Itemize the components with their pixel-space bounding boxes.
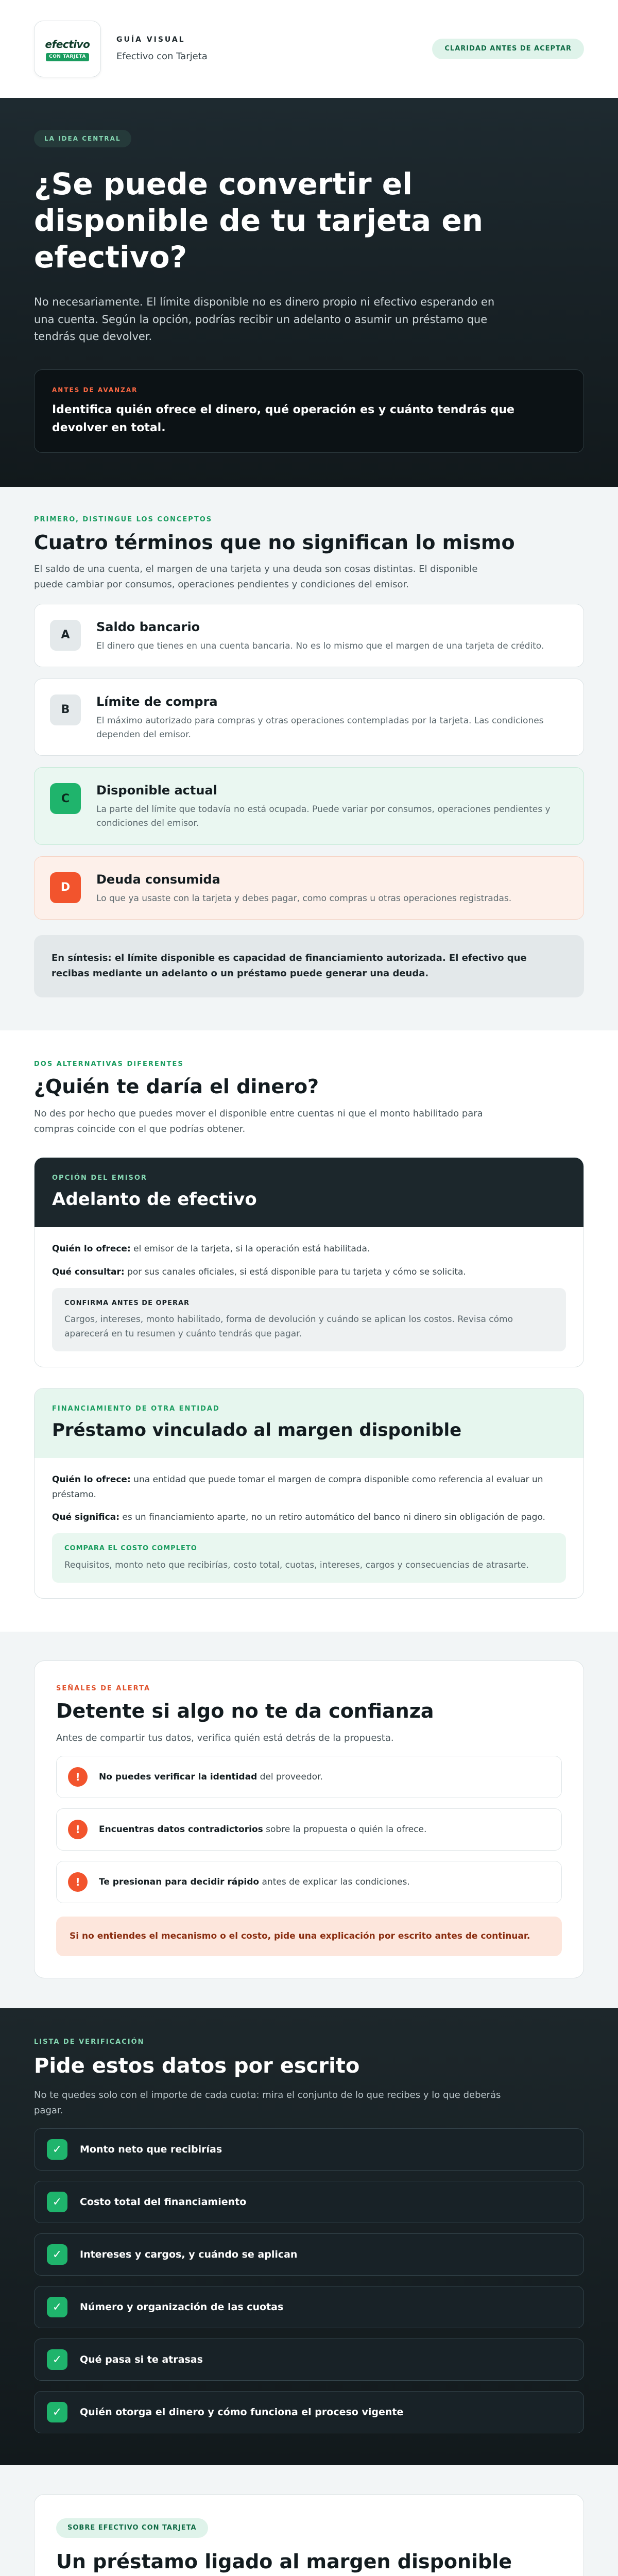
option-card-adelanto [34,1157,584,1367]
concepts-section [0,487,618,1030]
warnings-lead: Antes de compartir tus datos, verifica quién está detrás de la propuesta. [56,1732,394,1743]
concepts-kicker: PRIMERO, DISTINGUE LOS CONCEPTOS [34,516,213,524]
term-letter-badge: C [50,783,81,814]
option-card-header [35,1158,583,1227]
concepts-lead: El saldo de una cuenta, el margen de una tarjeta y una deuda son cosas distintas. El disponible puede cambiar por consumos, operaciones pendientes y condiciones del emisor. [34,564,478,590]
hero-callout-kicker: ANTES DE AVANZAR [52,386,138,394]
option-line-text: por sus canales oficiales, si está disponible para tu tarjeta y cómo se solicita. [124,1266,466,1277]
checkmark-icon: ✓ [47,2297,67,2317]
alternatives-section [0,1030,618,1632]
brand-kicker: GUÍA VISUAL [116,36,185,44]
checkmark-icon: ✓ [47,2139,67,2160]
hero-pill: LA IDEA CENTRAL [34,130,131,147]
warning-rest: sobre la propuesta o quién la ofrece. [263,1824,427,1835]
checklist-item-label: Número y organización de las cuotas [80,2301,284,2313]
hero-title: ¿Se puede convertir el disponible de tu tarjeta en efectivo? [34,166,484,275]
about-title: Un préstamo ligado al margen disponible [56,2550,512,2573]
option-card-body [35,1458,583,1598]
checklist-item-label: Quién otorga el dinero y cómo funciona el proceso vigente [80,2406,404,2418]
checkmark-icon: ✓ [47,2349,67,2370]
checklist-item-label: Intereses y cargos, y cuándo se aplican [80,2248,298,2260]
term-letter-badge: A [50,620,81,651]
term-title: Saldo bancario [96,619,200,634]
alert-icon: ! [68,1767,88,1787]
option-line-label: Quién lo ofrece: [52,1243,131,1254]
option-kicker: OPCIÓN DEL EMISOR [52,1174,147,1182]
checklist-item [34,2128,584,2171]
warnings-title: Detente si algo no te da confianza [56,1700,434,1723]
option-line-text: una entidad que puede tomar el margen de compra disponible como referencia al evaluar un préstamo. [52,1474,543,1500]
hero-lead: No necesariamente. El límite disponible no es dinero propio ni efectivo esperando en una cuenta. Según la opción, podrías recibir un adelanto o asumir un préstamo que tendrás que devolver. [34,296,495,343]
option-card-prestamo [34,1388,584,1599]
checklist-item-label: Monto neto que recibirías [80,2143,222,2155]
option-line-provider [52,1242,566,1257]
term-description: El máximo autorizado para compras y otras operaciones contempladas por la tarjeta. Las condiciones dependen del emisor. [96,715,544,740]
alert-icon: ! [68,1820,88,1839]
site-header [0,0,618,98]
warning-text [99,1771,323,1784]
concepts-summary: En síntesis: el límite disponible es capacidad de financiamiento autorizada. El efectivo que recibas mediante un adelanto o un préstamo puede generar una deuda. [34,935,584,997]
option-line-text: es un financiamiento aparte, no un retiro automático del banco ni dinero sin obligación de pago. [119,1512,545,1523]
checkmark-icon: ✓ [47,2244,67,2265]
checklist-kicker: LISTA DE VERIFICACIÓN [34,2038,145,2046]
warnings-note: Si no entiendes el mecanismo o el costo, pide una explicación por escrito antes de continuar. [56,1917,562,1956]
option-line-meaning [52,1510,566,1525]
warning-rest: antes de explicar las condiciones. [259,1876,410,1887]
brand-logo[interactable] [34,21,101,77]
checklist-title: Pide estos datos por escrito [34,2054,360,2078]
option-box-text: Requisitos, monto neto que recibirías, costo total, cuotas, intereses, cargos y consecuencias de atrasarte. [64,1560,529,1570]
about-section [0,2465,618,2576]
warning-item [56,1756,562,1798]
option-line-label: Qué significa: [52,1512,119,1523]
alternatives-kicker: DOS ALTERNATIVAS DIFERENTES [34,1060,184,1068]
warning-text [99,1876,410,1889]
term-card-deuda [34,856,584,920]
term-description: Lo que ya usaste con la tarjeta y debes pagar, como compras u otras operaciones registradas. [96,893,512,904]
option-card-header [35,1388,583,1458]
checklist-item [34,2338,584,2381]
term-card-saldo [34,604,584,667]
about-card [34,2494,584,2576]
warning-item [56,1861,562,1903]
option-line-consult [52,1265,566,1280]
alternatives-title: ¿Quién te daría el dinero? [34,1075,319,1098]
term-description: La parte del límite que todavía no está ocupada. Puede variar por consumos, operaciones pendientes y condiciones del emisor. [96,804,551,829]
option-title: Préstamo vinculado al margen disponible [52,1419,462,1440]
warning-bold: Te presionan para decidir rápido [99,1876,260,1887]
term-title: Límite de compra [96,694,218,709]
term-letter-badge: D [50,872,81,903]
checklist-item-label: Costo total del financiamiento [80,2196,247,2208]
warning-rest: del proveedor. [257,1771,323,1782]
brand-text [116,35,208,63]
brand[interactable] [34,21,208,77]
term-title: Disponible actual [96,783,217,798]
warning-text [99,1823,426,1837]
option-card-body [35,1227,583,1367]
option-compare-box [52,1533,566,1583]
logo-tagline: CON TARJETA [46,53,89,61]
option-box-kicker: COMPARA EL COSTO COMPLETO [64,1545,197,1553]
hero-callout [34,369,584,453]
checklist-item [34,2391,584,2433]
concepts-title: Cuatro términos que no significan lo mismo [34,531,515,554]
option-confirm-box [52,1288,566,1352]
hero-callout-text: Identifica quién ofrece el dinero, qué operación es y cuánto tendrás que devolver en total. [52,403,514,435]
term-description: El dinero que tienes en una cuenta bancaria. No es lo mismo que el margen de una tarjeta de crédito. [96,640,544,651]
checklist-item [34,2233,584,2276]
warning-bold: Encuentras datos contradictorios [99,1824,263,1835]
warnings-section [0,1632,618,2008]
brand-name: Efectivo con Tarjeta [116,51,208,62]
warnings-card [34,1660,584,1978]
warnings-kicker: SEÑALES DE ALERTA [56,1684,151,1692]
hero-section [0,98,618,487]
option-kicker: FINANCIAMIENTO DE OTRA ENTIDAD [52,1405,220,1413]
option-box-kicker: CONFIRMA ANTES DE OPERAR [64,1299,190,1307]
checklist-item [34,2181,584,2223]
checklist-item-label: Qué pasa si te atrasas [80,2353,203,2365]
checklist-section [0,2008,618,2465]
logo-wordmark: efectivo [45,38,90,51]
checkmark-icon: ✓ [47,2192,67,2212]
option-line-text: el emisor de la tarjeta, si la operación está habilitada. [130,1243,370,1254]
option-line-label: Quién lo ofrece: [52,1474,131,1485]
checklist-lead: No te quedes solo con el importe de cada cuota: mira el conjunto de lo que recibes y lo que deberás pagar. [34,2089,501,2116]
checkmark-icon: ✓ [47,2402,67,2422]
alternatives-lead: No des por hecho que puedes mover el disponible entre cuentas ni que el monto habilitado para compras coincide con el que podrías obtener. [34,1108,483,1134]
option-title: Adelanto de efectivo [52,1189,257,1210]
warning-bold: No puedes verificar la identidad [99,1771,258,1782]
header-badge: CLARIDAD ANTES DE ACEPTAR [432,39,584,59]
option-line-provider [52,1472,566,1502]
checklist-item [34,2286,584,2328]
term-card-disponible [34,767,584,844]
about-pill: SOBRE EFECTIVO CON TARJETA [56,2518,208,2538]
term-title: Deuda consumida [96,872,220,887]
warning-item [56,1808,562,1851]
term-letter-badge: B [50,694,81,725]
option-line-label: Qué consultar: [52,1266,125,1277]
term-card-limite [34,679,584,756]
alert-icon: ! [68,1872,88,1892]
option-box-text: Cargos, intereses, monto habilitado, forma de devolución y cuándo se aplican los costos. Revisa cómo aparecerá en tu resumen y cuánto tendrás que pagar. [64,1314,513,1340]
